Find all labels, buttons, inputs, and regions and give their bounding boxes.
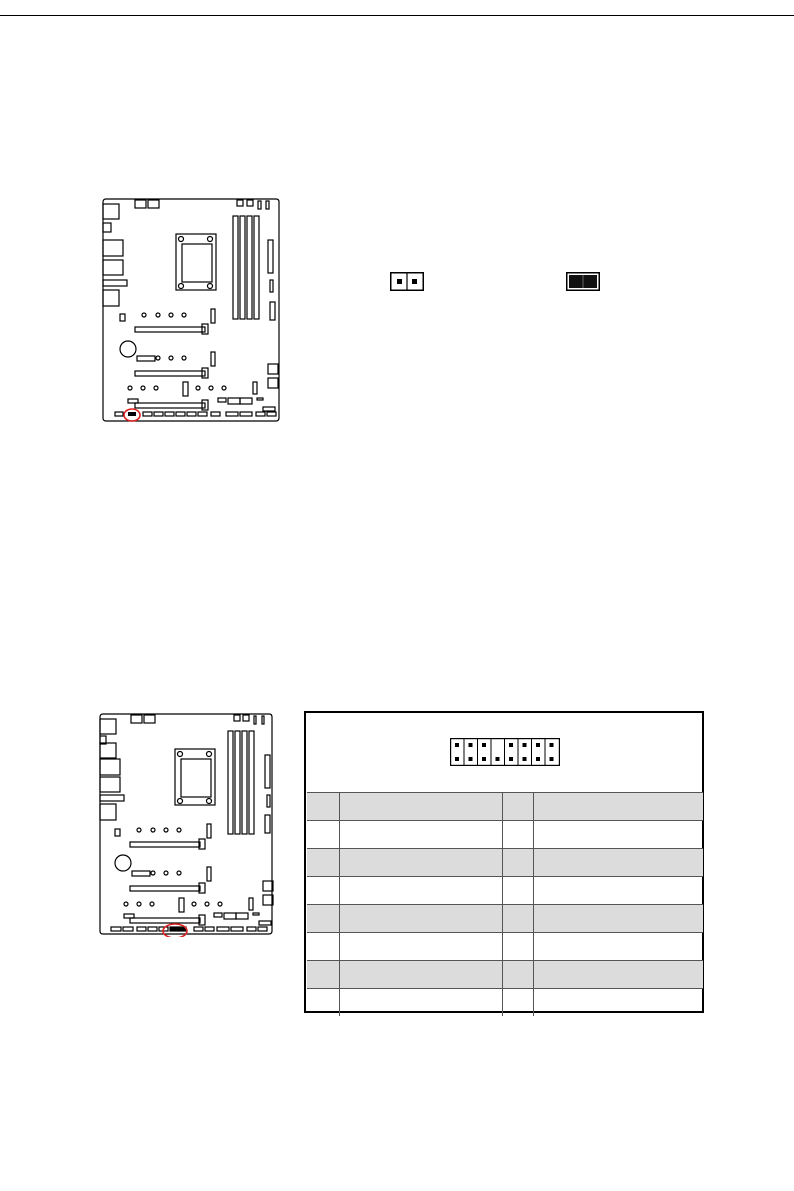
signal-name-cell bbox=[534, 877, 704, 905]
pin-number-cell bbox=[503, 905, 534, 933]
signal-name-cell bbox=[534, 989, 704, 1017]
pin-number-cell bbox=[307, 989, 340, 1017]
signal-name-cell bbox=[534, 821, 704, 849]
signal-name-cell bbox=[340, 989, 503, 1017]
table-row bbox=[307, 849, 703, 877]
signal-name-cell bbox=[534, 961, 704, 989]
pin-number-cell bbox=[503, 821, 534, 849]
pin-number-cell bbox=[307, 961, 340, 989]
jumper-open-icon bbox=[390, 272, 424, 291]
signal-name-cell bbox=[534, 905, 704, 933]
motherboard-diagram-bottom bbox=[97, 711, 275, 937]
signal-name-cell bbox=[340, 877, 503, 905]
pin-number-cell bbox=[307, 933, 340, 961]
pin-number-cell bbox=[503, 877, 534, 905]
table-row bbox=[307, 989, 703, 1017]
pin-number-cell bbox=[503, 849, 534, 877]
pin-number-cell bbox=[307, 793, 340, 821]
table-row bbox=[307, 933, 703, 961]
table-row bbox=[307, 905, 703, 933]
pin-table-grid bbox=[307, 792, 703, 1016]
pin-number-cell bbox=[503, 933, 534, 961]
table-row bbox=[307, 821, 703, 849]
signal-name-cell bbox=[340, 905, 503, 933]
pin-number-cell bbox=[307, 849, 340, 877]
signal-name-cell bbox=[340, 933, 503, 961]
signal-name-cell bbox=[340, 821, 503, 849]
header-connector-icon bbox=[450, 738, 560, 766]
signal-name-cell bbox=[340, 793, 503, 821]
table-row bbox=[307, 793, 703, 821]
pin-number-cell bbox=[503, 961, 534, 989]
signal-name-cell bbox=[534, 933, 704, 961]
table-row bbox=[307, 877, 703, 905]
pin-definition-table bbox=[304, 711, 704, 1013]
header-rule bbox=[0, 15, 794, 16]
pin-number-cell bbox=[307, 821, 340, 849]
pin-number-cell bbox=[307, 877, 340, 905]
table-row bbox=[307, 961, 703, 989]
signal-name-cell bbox=[340, 849, 503, 877]
signal-name-cell bbox=[534, 849, 704, 877]
pin-number-cell bbox=[503, 793, 534, 821]
pin-number-cell bbox=[503, 989, 534, 1017]
signal-name-cell bbox=[534, 793, 704, 821]
pin-number-cell bbox=[307, 905, 340, 933]
signal-name-cell bbox=[340, 961, 503, 989]
jumper-closed-icon bbox=[566, 272, 600, 291]
motherboard-diagram-top bbox=[100, 196, 282, 424]
